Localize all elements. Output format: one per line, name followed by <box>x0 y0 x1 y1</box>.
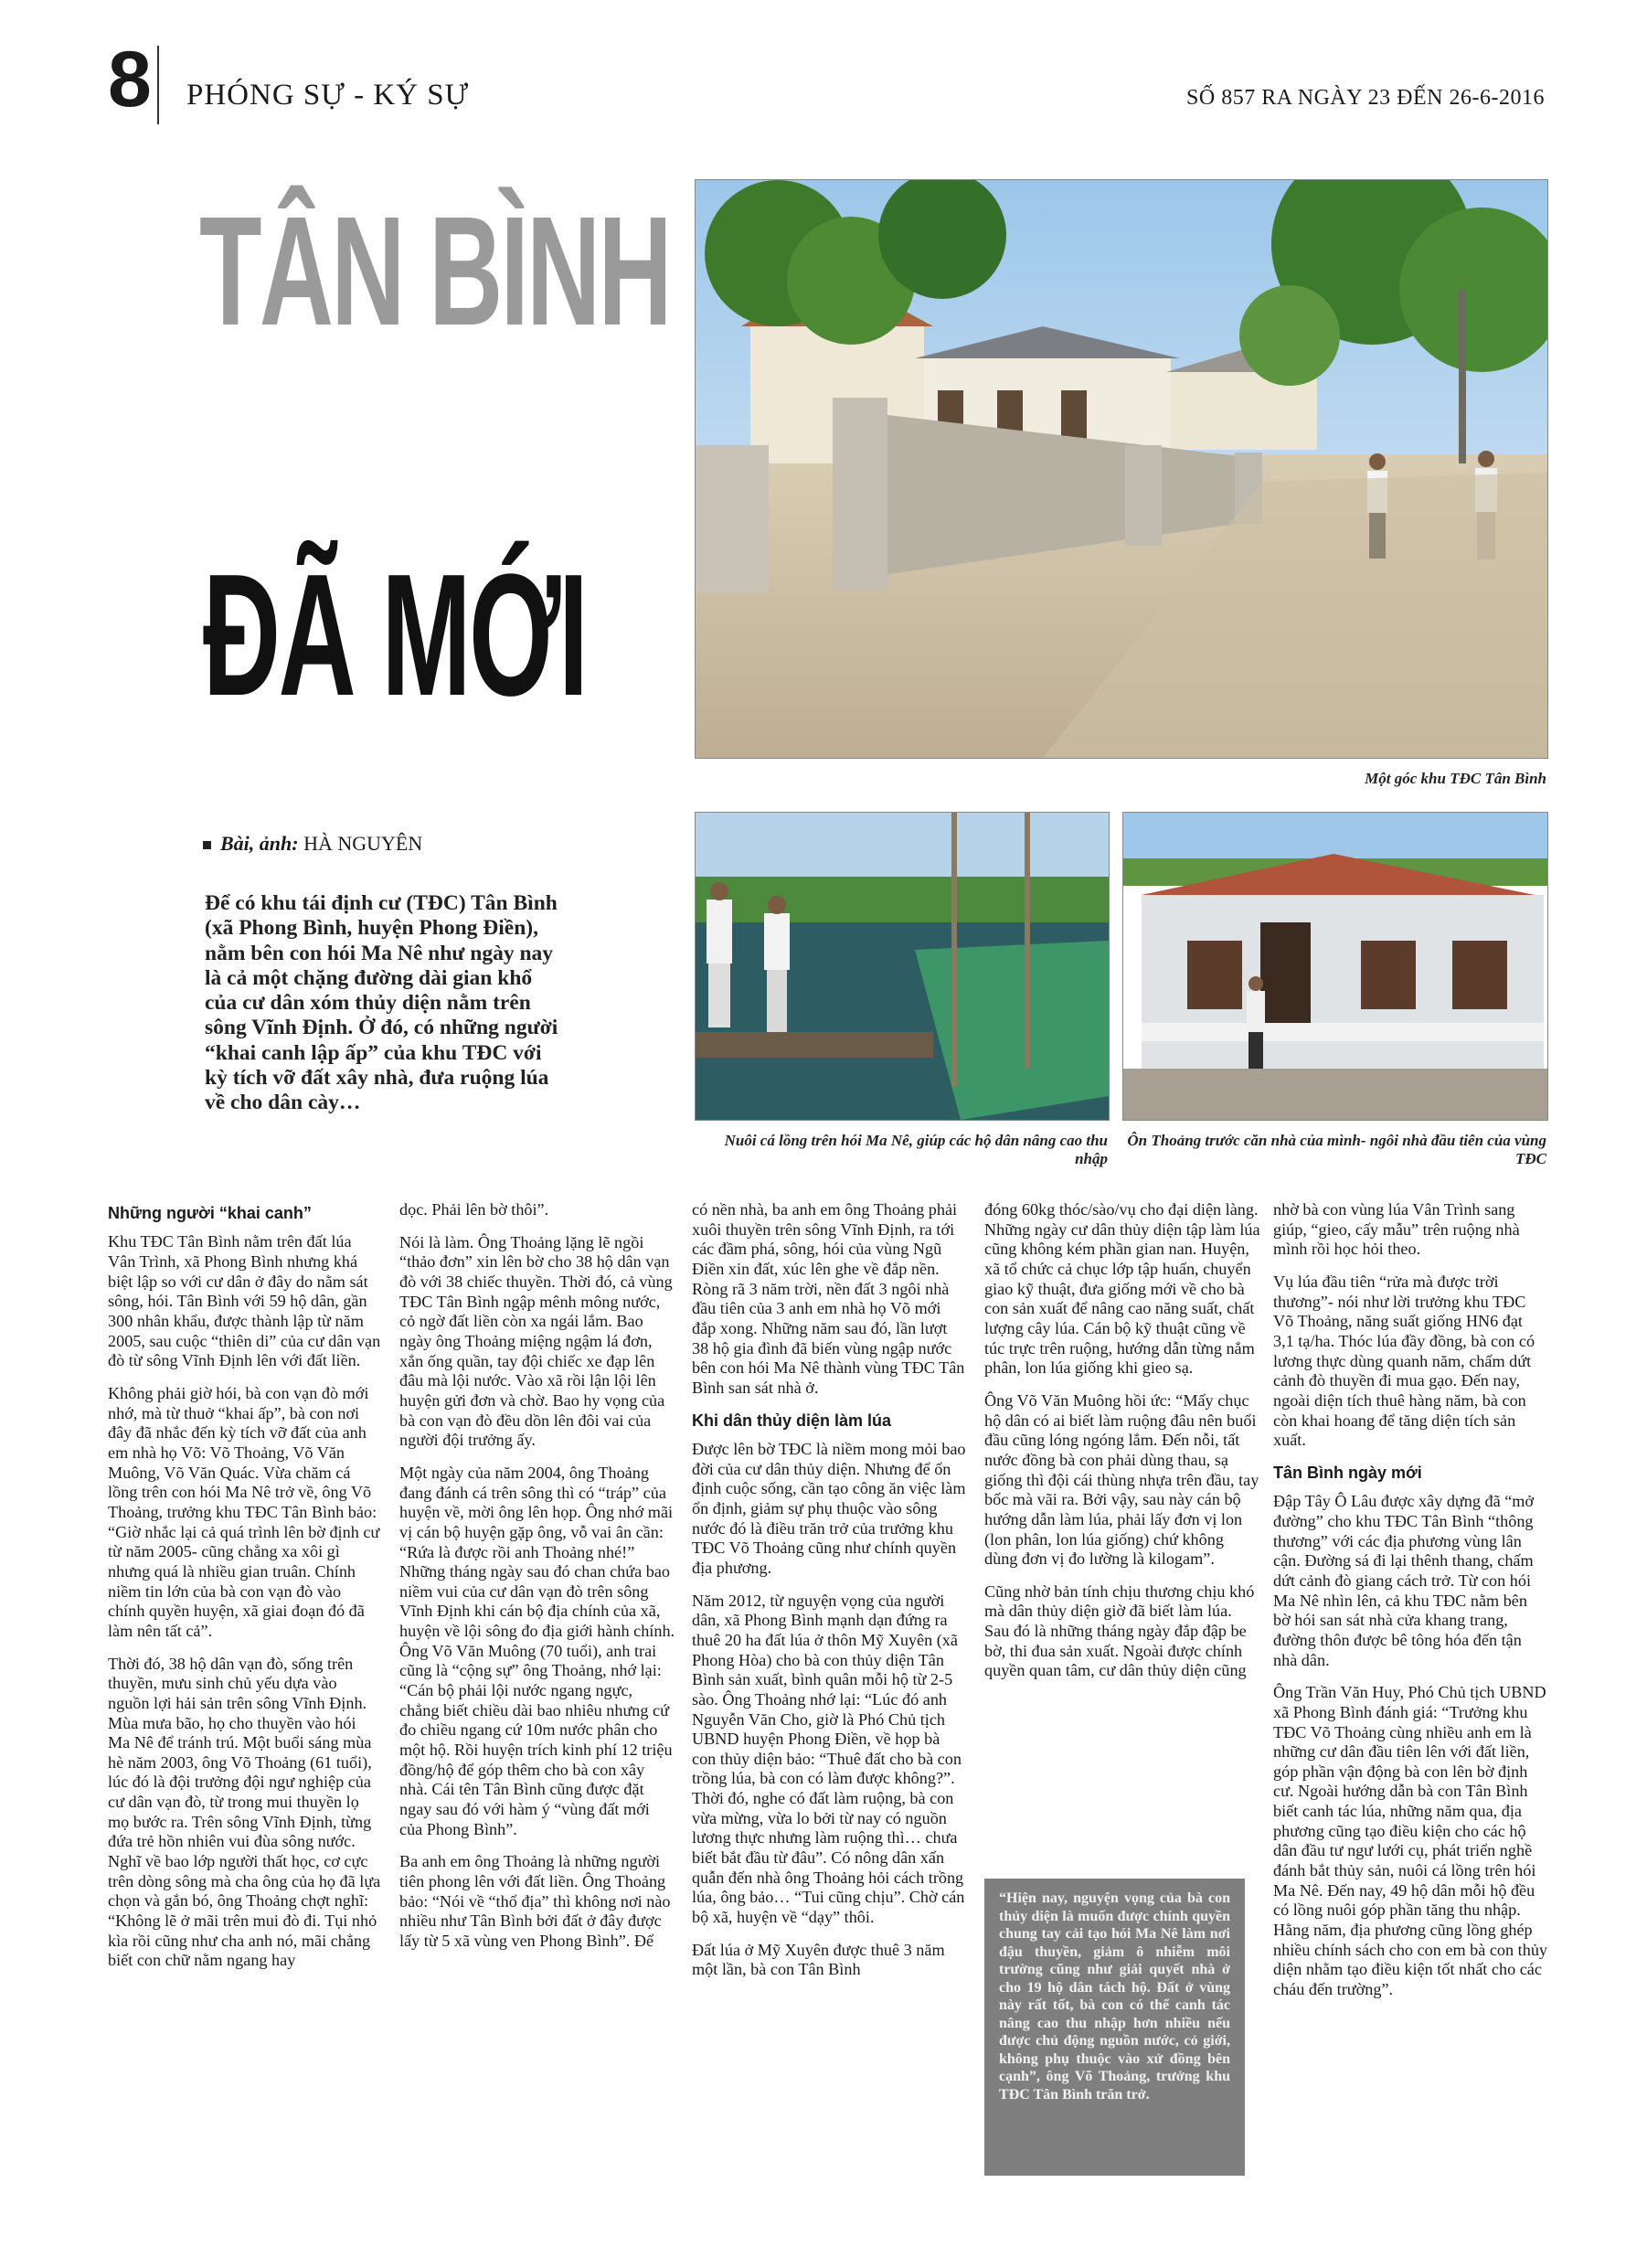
paragraph: Đất lúa ở Mỹ Xuyên được thuê 3 năm một lần, bà con Tân Bình <box>692 1940 945 1979</box>
pull-quote-box: “Hiện nay, nguyện vọng của bà con thủy diện là muốn được chính quyền chung tay cải tạo hói Ma Nê làm nơi đậu thuyền, giảm ô nhiễm môi trường cũng như giải quyết nhà ở cho 19 hộ dân tách hộ. Đất ở vùng này rất tốt, bà con có thể canh tác nâng cao thu nhập hơn nhiều nếu được chủ động nguồn nước, cỏ giới, không phụ thuộc vào xử đồng bên cạnh”, ông Võ Thoảng, trưởng khu TĐC Tân Bình trăn trở. <box>984 1879 1245 2176</box>
first-house-photo <box>1122 812 1548 1121</box>
subheading-lam-lua: Khi dân thủy diện làm lúa <box>692 1411 892 1430</box>
paragraph: có nền nhà, ba anh em ông Thoảng phải xuôi thuyền trên sông Vĩnh Định, ra tới các đầm phá, sông, hói của vùng Ngũ Điền xin đất, xúc lên ghe về đắp nền. Ròng rã 3 năm trời, nền đất 3 ngôi nhà đầu tiên của 3 anh em nhà họ Võ mới đắp xong. Những năm sau đó, lần lượt 38 hộ gia đình đã biến vùng ngập nước bên con hói Ma Nê thành vùng TĐC Tân Bình san sát nhà ở. <box>692 1200 965 1397</box>
byline-label: Bài, ảnh: <box>220 832 299 855</box>
paragraph: Ba anh em ông Thoảng là những người tiên phong lên với đất liền. Ông Thoảng bảo: “Nói về “thổ địa” thì không nơi nào nhiều như Tân Bình bởi đất ở đây được lấy từ 5 xã vùng ven Phong Bình”. Để <box>399 1852 671 1950</box>
lede-paragraph: Để có khu tái định cư (TĐC) Tân Bình (xã Phong Bình, huyện Phong Điền), nằm bên con hói Ma Nê như ngày nay là cả một chặng đường dài gian khổ của cư dân xóm thủy diện nằm trên sông Vĩnh Định. Ở đó, có những người “khai canh lập ấp” của khu TĐC với kỳ tích vỡ đất xây nhà, đưa ruộng lúa về cho dân cày… <box>205 891 558 1114</box>
article-column-2 <box>399 1200 675 1965</box>
issue-info: SỐ 857 RA NGÀY 23 ĐẾN 26-6-2016 <box>1186 86 1545 110</box>
paragraph: Nói là làm. Ông Thoảng lặng lẽ ngồi “thảo đơn” xin lên bờ cho 38 hộ dân vạn đò với 38 chiếc thuyền. Thời đó, cả vùng TĐC Tân Bình ngập mênh mông nước, cỏ ngờ đất liền còn xa ngái lắm. Bao ngày ông Thoảng miệng ngậm lá đơn, xắn ống quần, tay đội chiếc xe đạp lên đâu mà lội nước. Vào xã rồi lận lội lên huyện gửi đơn và chờ. Bao hy vọng của bà con vạn đò đều dồn lên đôi vai của người đội trưởng ấy. <box>399 1232 673 1450</box>
article-column-1 <box>108 1200 382 1984</box>
paragraph: Đập Tây Ô Lâu được xây dựng đã “mở đường” cho khu TĐC Tân Bình “thông thương” với các địa phương vùng lân cận. Đường sá đi lại thênh thang, chấm dứt cảnh đò giang cách trở. Từ con hói Ma Nê nhìn lên, cả khu TĐC nằm bên bờ hói san sát nhà cửa khang trang, đường thôn được bê tông hóa đến tận nhà dân. <box>1273 1492 1535 1669</box>
article-column-5 <box>1273 1200 1547 2013</box>
paragraph: Ông Trần Văn Huy, Phó Chủ tịch UBND xã Phong Bình đánh giá: “Trưởng khu TĐC Võ Thoảng cùng nhiều anh em là những cư dân đầu tiên lên với đất liền, góp phần vận động bà con lên bờ định cư. Ngoài hướng dẫn bà con Tân Bình biết canh tác lúa, những năm qua, địa phương cũng tạo điều kiện cho các hộ dân đầu tư ngư lưới cụ, phát triển nghề đánh bắt thủy sản, nuôi cá lồng trên hói Ma Nê. Đến nay, 49 hộ dân mỗi hộ đều có lồng nuôi góp phần tăng thu nhập. Hằng năm, địa phương cũng lồng ghép nhiều chính sách cho con em bà con thủy diện nhằm tạo điều kiện tốt nhất cho các cháu đến trường”. <box>1273 1683 1548 1999</box>
paragraph: nhờ bà con vùng lúa Vân Trình sang giúp, “gieo, cấy mẫu” trên ruộng nhà mình rồi học hỏi theo. <box>1273 1200 1520 1259</box>
village-street-image <box>696 180 1547 758</box>
first-house-image <box>1123 813 1547 1120</box>
paragraph: dọc. Phải lên bờ thôi”. <box>399 1200 549 1219</box>
paragraph: Cũng nhờ bản tính chịu thương chịu khó mà dân thủy diện giờ đã biết làm lúa. Sau đó là những tháng ngày đắp đập be bờ, thi đua sản xuất. Ngoài được chính quyền quan tâm, cư dân thủy diện cũng <box>984 1581 1255 1680</box>
section-title: PHÓNG SỰ - KÝ SỰ <box>186 79 470 112</box>
byline-marker <box>203 841 211 849</box>
article-column-4 <box>984 1200 1260 1694</box>
paragraph: Vụ lúa đầu tiên “rửa mà được trời thương”- nói như lời trưởng khu TĐC Võ Thoảng, năng suất giống HN6 đạt 3,1 tạ/ha. Thóc lúa đầy đồng, bà con có lương thực dùng quanh năm, chấm dứt cảnh đò thuyền đi mua gạo. Đến nay, ngoài diện tích thuê hàng năm, bà con còn khai hoang để tăng diện tích sản xuất. <box>1273 1272 1535 1450</box>
subheading-ngay-moi: Tân Bình ngày mới <box>1273 1463 1422 1482</box>
paragraph: Khu TĐC Tân Bình nằm trên đất lúa Vân Trình, xã Phong Bình nhưng khá biệt lập so với cư dân ở đây do nằm sát sông, hói. Tân Bình với 59 hộ dân, gần 300 nhân khẩu, được thành lập từ năm 2005, sau cuộc “thiên di” của cư dân vạn đò từ sông Vĩnh Định lên với đất liền. <box>108 1232 381 1370</box>
paragraph: Một ngày của năm 2004, ông Thoảng đang đánh cá trên sông thì có “tráp” của huyện về, mời ông lên họp. Ông nhớ mãi vị cán bộ huyện gặp ông, vỗ vai ân cần: “Rứa là được rồi anh Thoảng nhé!” Những tháng ngày sau đó chan chứa bao niềm vui của cư dân vạn đò trên sông Vĩnh Định khi cán bộ địa chính của xã, huyện về lội sông đo địa giới hành chính. Ông Võ Văn Muông (70 tuổi), anh trai cũng là “cộng sự” ông Thoảng, nhớ lại: “Cán bộ phải lội nước ngang ngực, chẳng biết chiều dài bao nhiêu nhưng cứ đo chiều ngang cứ 10m nước phân cho một hộ. Rồi huyện trích kinh phí 12 triệu đồng/hộ để góp thêm cho bà con xây nhà. Cái tên Tân Bình cũng được đặt ngay sau đó với hàm ý “vùng đất mới của Phong Bình”. <box>399 1463 675 1838</box>
paragraph: Năm 2012, từ nguyện vọng của người dân, xã Phong Bình mạnh dạn đứng ra thuê 20 ha đất lúa ở thôn Mỹ Xuyên (xã Phong Hòa) cho bà con thủy diện Tân Bình sản xuất, bình quân mỗi hộ từ 2-5 sào. Ông Thoảng nhớ lại: “Lúc đó anh Nguyễn Văn Cho, giờ là Phó Chủ tịch UBND huyện Phong Điền, về họp bà con thủy diện bảo: “Thuê đất cho bà con trồng lúa, bà con có làm được không?”. Thời đó, nghe có đất làm ruộng, bà con vừa mừng, vừa lo bởi từ nay có nguồn lương thực nhưng làm ruộng thì… chưa biết bắt đầu từ đâu”. Có nông dân xấn quẫn đến nhà ông Thoảng hỏi cách trồng lúa, ông bảo… “Tui cũng chịu”. Chờ cán bộ xã, huyện về “dạy” thôi. <box>692 1591 965 1927</box>
paragraph: Thời đó, 38 hộ dân vạn đò, sống trên thuyền, mưu sinh chủ yếu dựa vào nguồn lợi hải sản trên sông Vĩnh Định. Mùa mưa bão, họ cho thuyền vào hói Ma Nê để tránh trú. Một buổi sáng mùa hè năm 2003, ông Võ Thoảng (61 tuổi), lúc đó là đội trưởng đội ngư nghiệp của cư dân vạn đò, từ trong mui thuyền lọ mọ bước ra. Trên sông Vĩnh Định, từng đứa trẻ hồn nhiên vui đùa sông nước. Nghĩ về bao lớp người thất học, cơ cực trên dòng sông mà cha ông của họ đã lựa chọn và gắn bó, ông Thoảng chợt nghĩ: “Không lẽ ở mãi trên mui đò đi. Tụi nhỏ kìa rồi cũng như cha anh nó, mãi chẳng biết con chữ nằm ngang hay <box>108 1654 381 1970</box>
article-column-3 <box>692 1200 968 1993</box>
paragraph: Ông Võ Văn Muông hồi ức: “Mấy chục hộ dân có ai biết làm ruộng đâu nên buổi đầu cũng lóng ngóng lắm. Đến nỗi, tất nước đồng bà con phải dùng thau, sạ giống thì đội cái thùng nhựa trên đầu, tay bốc mà vãi ra. Bởi vậy, sau này cán bộ hướng dẫn làm lúa, phải lấy đơn vị lon (lon phân, lon lúa giống) chứ không dùng đơn vị đo lường là kilogam”. <box>984 1390 1259 1569</box>
paragraph: đóng 60kg thóc/sào/vụ cho đại diện làng. Những ngày cư dân thủy diện tập làm lúa cũng không kém phần gian nan. Huyện, xã tổ chức cả chục lớp tập huấn, chuyển giao kỹ thuật, đưa giống mới về cho bà con sản xuất để nâng cao năng suất, chất lượng cây lúa. Cán bộ kỹ thuật cũng về túc trực trên ruộng, hướng dẫn từng nắm phân, lon lúa giống khi gieo sạ. <box>984 1200 1260 1378</box>
paragraph: Được lên bờ TĐC là niềm mong mỏi bao đời của cư dân thủy diện. Nhưng để ổn định cuộc sống, cần tạo công ăn việc làm ổn định, giảm sự phụ thuộc vào sông nước đó là điều trăn trở của trưởng khu TĐC Võ Thoảng cũng như chính quyền địa phương. <box>692 1439 966 1577</box>
paragraph: Không phải giờ hói, bà con vạn đò mới nhớ, mà từ thuở “khai ấp”, bà con nơi đây đã nhắc đến kỳ tích vỡ đất của anh em nhà họ Võ: Võ Thoảng, Võ Văn Muông, Võ Văn Quác. Vừa chăm cá lồng trên con hói Ma Nê trở về, ông Võ Thoảng, trưởng khu TĐC Tân Bình bảo: “Giờ nhắc lại cả quá trình lên bờ định cư từ năm 2005- cũng chẳng xa xôi gì nhưng quá là nhiều gian truân. Chính niềm tin lớn của bà con vạn đò vào chính quyền huyện, xã giai đoạn đó đã làm nên tất cả”. <box>108 1384 380 1640</box>
first-house-caption: Ôn Thoảng trước căn nhà của mình- ngôi nhà đầu tiên của vùng TĐC <box>1127 1132 1546 1167</box>
subheading-khai-canh: Những người “khai canh” <box>108 1204 312 1222</box>
main-photo-caption: Một góc khu TĐC Tân Bình <box>1365 770 1546 787</box>
byline <box>203 832 422 856</box>
fish-cage-caption: Nuôi cá lồng trên hói Ma Nê, giúp các hộ dân nâng cao thu nhập <box>724 1132 1108 1167</box>
header-divider <box>157 46 159 124</box>
fish-cage-image <box>696 813 1109 1120</box>
byline-author: HÀ NGUYÊN <box>303 832 423 855</box>
main-photo <box>695 179 1548 759</box>
headline-line-2: ĐÃ MỚI <box>203 538 587 732</box>
page-number: 8 <box>108 36 152 123</box>
fish-cage-photo <box>695 812 1110 1121</box>
headline-line-1: TÂN BÌNH <box>199 185 670 358</box>
